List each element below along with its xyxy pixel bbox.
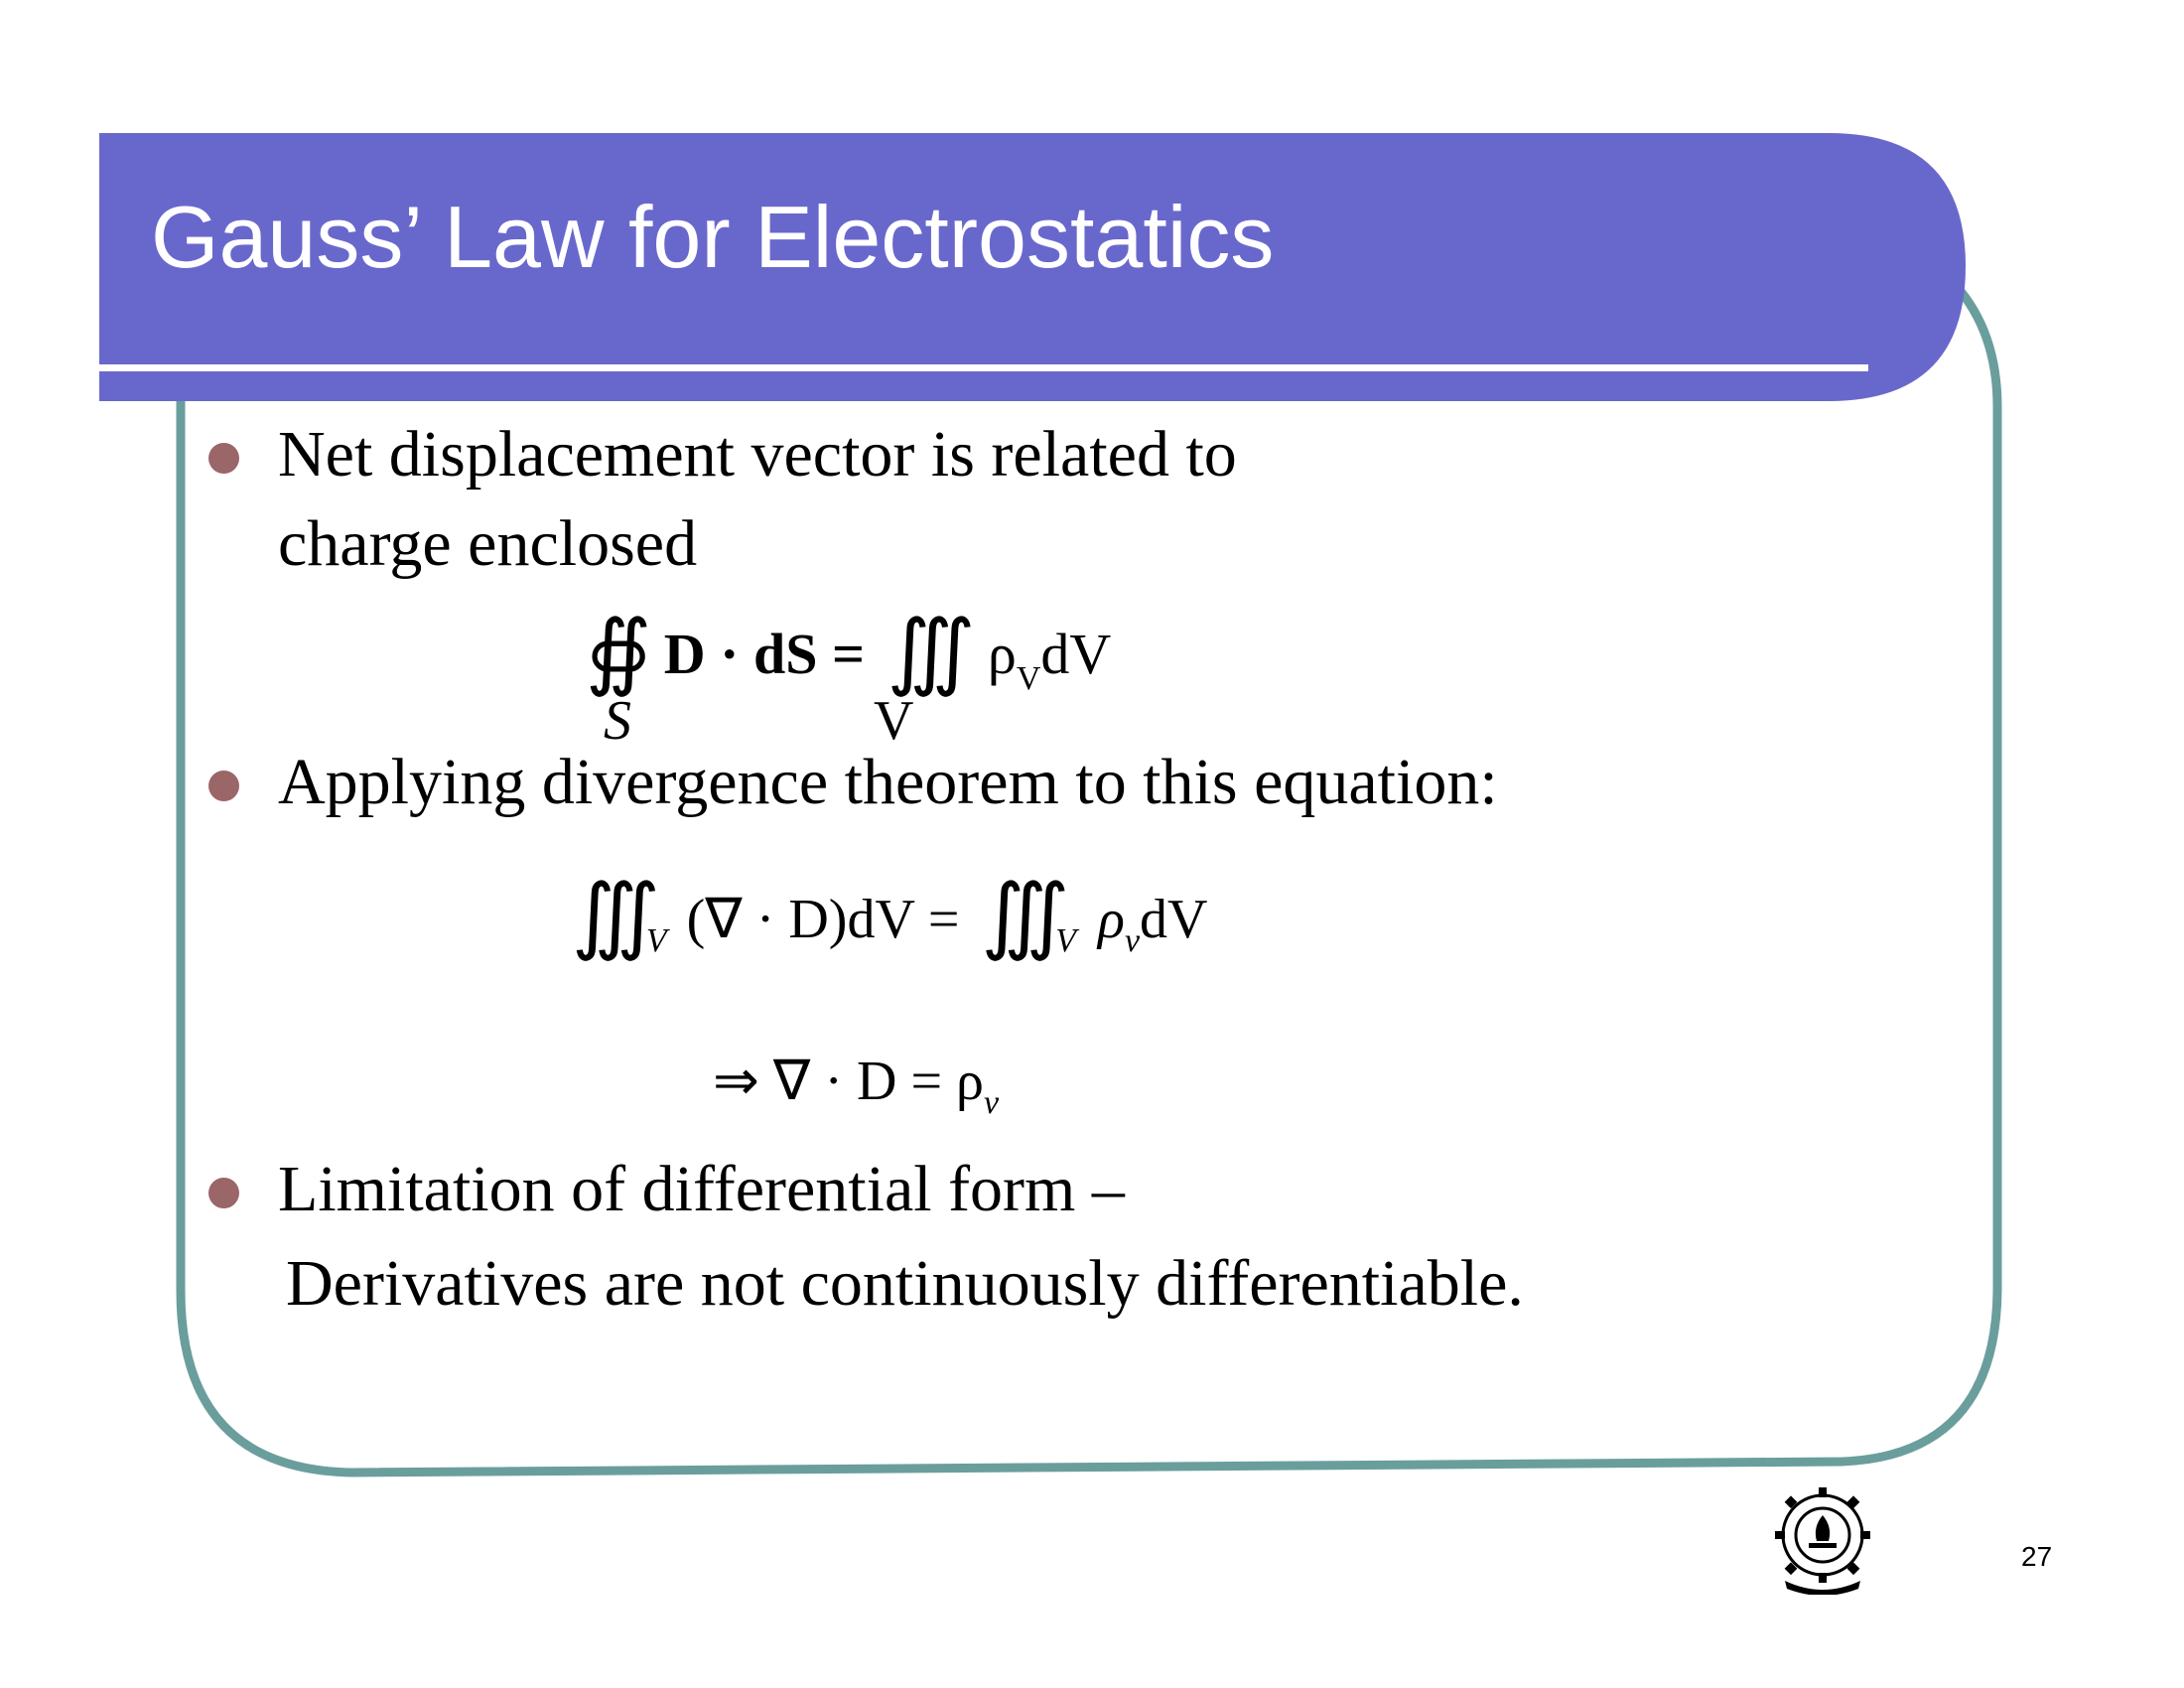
bullet-dot [208, 771, 239, 801]
eq2-lhs-term: (∇ · D)dV = [686, 889, 960, 950]
title-underline [99, 364, 1868, 371]
bullet-dot [208, 1178, 239, 1208]
eq1-rho: ρ [987, 622, 1017, 686]
eq1-rhs-tail: dV [1040, 622, 1112, 686]
eq2-rho: ρ [1098, 889, 1125, 950]
eq2-rho-sub: v [1124, 922, 1141, 959]
gauss-integral-equation [586, 602, 1111, 700]
volume-integral-symbol: ∭ [887, 606, 962, 698]
institute-seal-icon [1763, 1481, 1882, 1595]
bullet-1-line-1: Net displacement vector is related to [278, 418, 1237, 491]
bullet-1-line-2: charge enclosed [278, 507, 698, 580]
bullet-dot [208, 443, 239, 474]
bullet-3-line-1: Limitation of differential form – [278, 1153, 1125, 1225]
bullet-2-line-1: Applying divergence theorem to this equation: [278, 746, 1498, 818]
eq3-sub: v [984, 1084, 1000, 1121]
eq3-text: ⇒ ∇ · D = ρ [713, 1051, 984, 1112]
eq1-limit-volume: V [874, 690, 914, 752]
eq2-lhs-sub: V [645, 922, 667, 959]
volume-integral-symbol: ∭ [981, 870, 1056, 962]
eq2-rhs-sub: V [1055, 922, 1077, 959]
eq1-rho-sub: V [1016, 660, 1041, 697]
page-number: 27 [2021, 1541, 2053, 1572]
eq2-rhs-tail: dV [1140, 889, 1208, 950]
content-frame-right [1938, 268, 1997, 1286]
divergence-integral-equation [572, 866, 1207, 964]
eq1-limit-surface: S [604, 690, 631, 752]
volume-integral-symbol: ∭ [572, 870, 646, 962]
bullet-3-line-2: Derivatives are not continuously differentiable. [286, 1247, 1524, 1320]
differential-form-equation [713, 1049, 999, 1122]
slide-title: Gauss’ Law for Electrostatics [151, 188, 1275, 286]
surface-integral-symbol: ∯ [586, 606, 638, 698]
eq1-lhs-term: D · dS = [663, 622, 866, 686]
